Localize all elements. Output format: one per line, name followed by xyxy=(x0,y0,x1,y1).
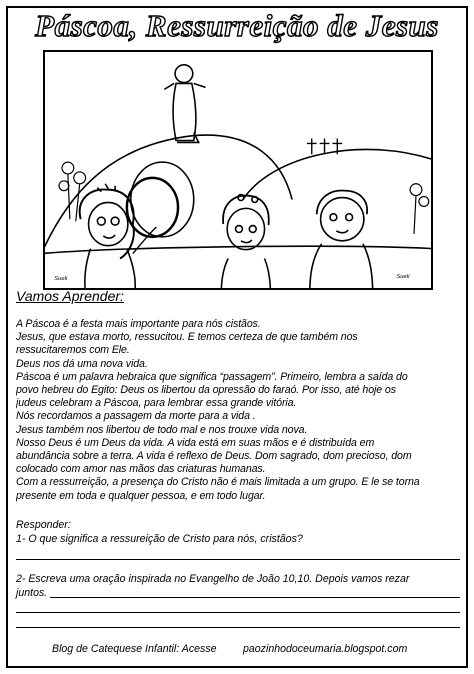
lesson-line: Nosso Deus é um Deus da vida. A vida está em suas mãos e é distribuída em xyxy=(16,436,375,449)
answer-line-1[interactable] xyxy=(16,559,460,560)
lesson-line: judeus celebram a Páscoa, para lembrar essa grande vitória. xyxy=(16,397,297,410)
three-crosses xyxy=(307,139,342,155)
boy-right-figure xyxy=(310,191,373,288)
easter-illustration xyxy=(43,50,433,290)
lesson-line: A Páscoa é a festa mais importante para nós cistãos. xyxy=(16,318,261,330)
section-heading: Vamos Aprender: xyxy=(16,288,124,304)
lesson-line: Jesus, que estava morto, ressucitou. E temos certeza de que também nos xyxy=(16,331,358,344)
lesson-line: ressucitaremos com Ele. xyxy=(16,344,130,357)
lesson-line: Deus nos dá uma nova vida. xyxy=(16,357,148,370)
risen-jesus-figure xyxy=(164,65,205,143)
question-2-line-2: juntos. xyxy=(16,586,48,599)
footer-blog-link[interactable]: paozinhodoceumaria.blogspot.com xyxy=(243,643,408,655)
lesson-line: colocado com amor nas mãos das criaturas humanas. xyxy=(16,463,266,476)
hill-right xyxy=(243,149,431,199)
illustrator-signature-left: Sueli xyxy=(54,276,68,283)
page-title: Páscoa, Ressurreição de Jesus xyxy=(35,8,439,43)
question-1: 1- O que significa a ressureição de Cristo para nós, cristãos? xyxy=(16,533,303,545)
lesson-line: Páscoa é um palavra hebraica que significa “passagem”. Primeiro, lembra a saída do xyxy=(16,370,408,383)
answer-line-4[interactable] xyxy=(16,627,460,628)
lesson-text xyxy=(16,318,460,503)
girl-middle-figure xyxy=(221,195,270,288)
footer-label: Blog de Catequese Infantil: Acesse xyxy=(52,643,217,655)
question-2-line-1: 2- Escreva uma oração inspirada no Evangelho de João 10,10. Depois vamos rezar xyxy=(16,573,410,585)
lesson-line: presente em toda e qualquer pessoa, e em todo lugar. xyxy=(16,489,266,502)
answer-line-3[interactable] xyxy=(16,612,460,613)
lesson-line: Com a ressurreição, a presença do Cristo não é mais limitada a um grupo. E le se torna xyxy=(16,476,420,489)
lesson-line: Jesus também nos libertou de todo mal e nos trouxe vida nova. xyxy=(16,423,308,436)
responder-label: Responder: xyxy=(16,519,71,531)
lesson-line: Nós recordamos a passagem da morte para a vida . xyxy=(16,410,256,423)
answer-line-2[interactable] xyxy=(50,597,460,598)
lesson-line: povo hebreu do Egito: Deus os libertou da opressão do faraó. Por isso, até hoje os xyxy=(16,384,396,397)
resurrection-drawing xyxy=(45,52,431,288)
tomb-opening xyxy=(131,162,194,237)
illustrator-signature-right: Sueli xyxy=(396,274,410,281)
lesson-line: abundância sobre a terra. A vida é reflexo de Deus. Dom sagrado, dom precioso, dom xyxy=(16,450,412,463)
